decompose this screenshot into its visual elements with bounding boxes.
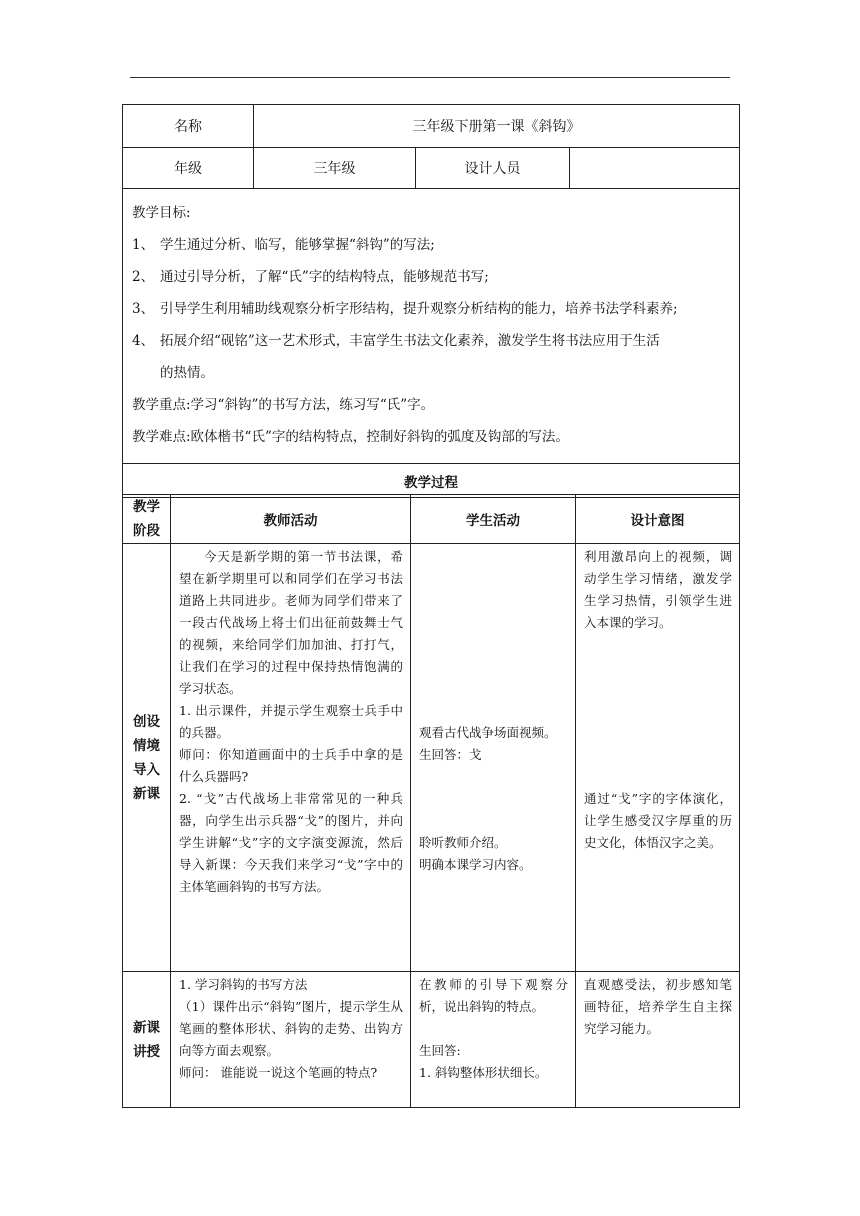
header-teacher: 教师活动: [171, 495, 411, 544]
objective-item-continued: 的热情。: [160, 365, 214, 381]
process-title: 教学过程: [123, 464, 740, 498]
student-activity-new: 在教师的引导下观察分析，说出斜钩的特点。 生回答: 1. 斜钩整体形状细长。: [411, 972, 576, 1108]
grade-label: 年级: [123, 148, 254, 189]
header-student: 学生活动: [411, 495, 576, 544]
grade-value: 三年级: [254, 148, 416, 189]
objectives-block: [123, 189, 740, 464]
student-activity-intro: 观看古代战争场面视频。 生回答：戈 聆听教师介绍。 明确本课学习内容。: [411, 544, 576, 972]
objective-item: 2、 通过引导分析，了解“氏”字的结构特点，能够规范书写;: [132, 269, 489, 285]
objective-item: 4、 拓展介绍“砚铭”这一艺术形式，丰富学生书法文化素养，激发学生将书法应用于生活: [132, 333, 660, 349]
teacher-activity-new: 1. 学习斜钩的书写方法 （1）课件出示“斜钩”图片，提示学生从笔画的整体形状、斜钩的走势、出钩方向等方面去观察。 师问： 谁能说一说这个笔画的特点?: [171, 972, 411, 1108]
stage-intro: 创设 情境 导入 新课: [123, 544, 171, 972]
name-label: 名称: [123, 105, 254, 148]
designer-label: 设计人员: [416, 148, 570, 189]
stage-new-lesson: 新课 讲授: [123, 972, 171, 1108]
design-intent-intro: 利用激昂向上的视频，调动学生学习情绪，激发学生学习热情，引领学生进入本课的学习。 通过“戈”字的字体演化，让学生感受汉字厚重的历史文化，体悟汉字之美。: [576, 544, 740, 972]
objective-item: 3、 引导学生利用辅助线观察分析字形结构，提升观察分析结构的能力，培养书法学科素养;: [132, 301, 678, 317]
header-rule: [130, 77, 730, 78]
difficulty: 教学难点:欧体楷书“氏”字的结构特点，控制好斜钩的弧度及钩部的写法。: [132, 429, 569, 445]
objective-item: 1、 学生通过分析、临写，能够掌握“斜钩”的写法;: [132, 237, 435, 253]
lesson-title: 三年级下册第一课《斜钩》: [254, 105, 740, 148]
header-stage: 教学 阶段: [123, 495, 171, 544]
teacher-activity-intro: 今天是新学期的第一节书法课，希望在新学期里可以和同学们在学习书法道路上共同进步。老师为同学们带来了一段古代战场上将士们出征前鼓舞士气的视频，来给同学们加加油、打打气，让我们在学习的过程中保持热情饱满的学习状态。 1. 出示课件，并提示学生观察士兵手中的兵器。 师问：你知道画面中的士兵手中拿的是什么兵器吗? 2. “戈”古代战场上非常常见的一种兵器，向学生出示兵器“戈”的图片，并向学生讲解“戈”字的文字演变源流，然后导入新课：今天我们来学习“戈”字中的主体笔画斜钩的书写方法。: [171, 544, 411, 972]
designer-value: [570, 148, 740, 189]
objectives-heading: 教学目标:: [132, 205, 191, 221]
key-point: 教学重点:学习“斜钩”的书写方法，练习写“氏”字。: [132, 397, 435, 413]
design-intent-new: 直观感受法，初步感知笔画特征，培养学生自主探究学习能力。: [576, 972, 740, 1108]
process-table: [122, 494, 740, 1108]
lesson-info-table: [122, 104, 740, 498]
header-intent: 设计意图: [576, 495, 740, 544]
